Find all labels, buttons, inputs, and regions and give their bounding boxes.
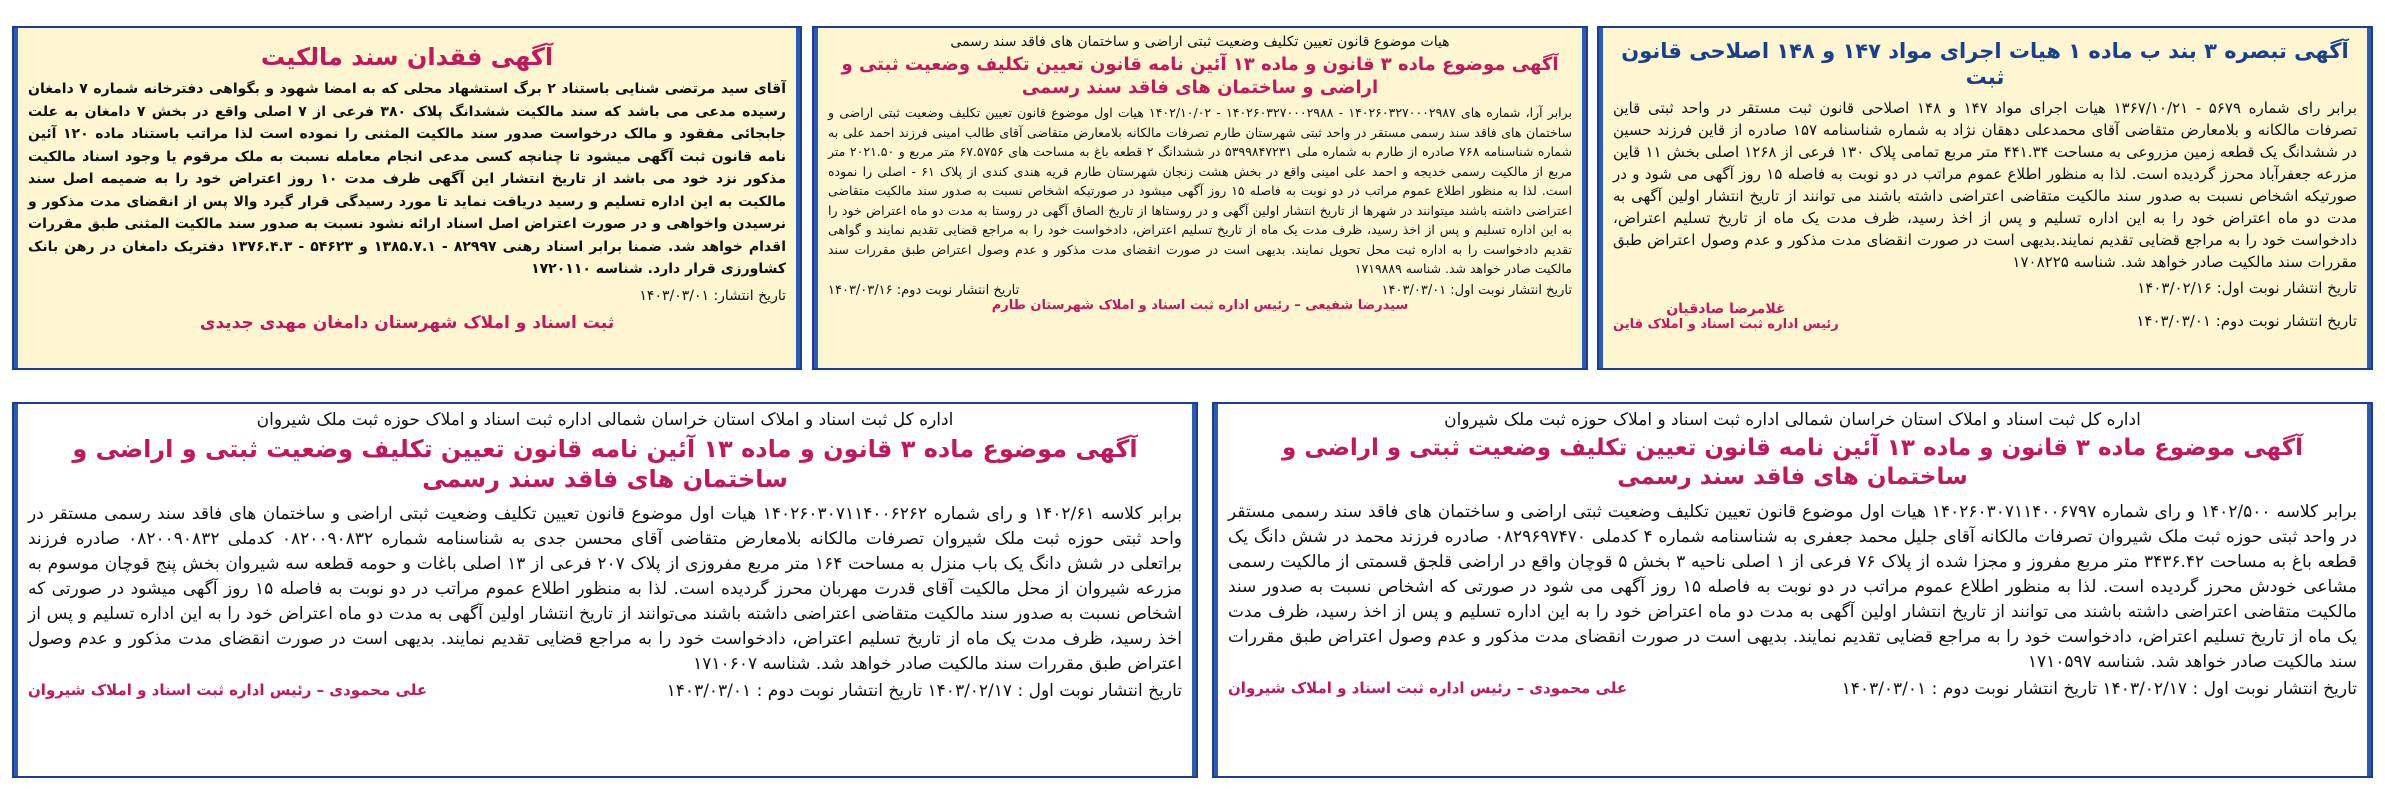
notice-accent-bar [2367,28,2373,368]
signer: علی محمودی – رئیس اداره ثبت اسناد و املاک شیروان [1228,678,1628,697]
notice-header: هیات موضوع قانون تعیین تکلیف وضعیت ثبتی اراضی و ساختمان های فاقد سند رسمی [950,34,1450,50]
publish-date-second: تاریخ انتشار نوبت دوم: ۱۴۰۳/۰۳/۱۶ [828,282,1020,298]
notice-title: آگهی موضوع ماده ۳ قانون و ماده ۱۳ آئین نامه قانون تعیین تکلیف وضعیت ثبتی و اراضی و ساختمان های فاقد سند رسمی [841,54,1559,98]
notice-header: اداره کل ثبت اسناد و املاک استان خراسان شمالی اداره ثبت اسناد و املاک حوزه ثبت ملک شیروان [1444,410,2141,430]
notice-accent-bar [1597,28,1603,368]
notice-lost-deed-damghan [12,26,802,370]
notice-accent-bar [812,28,818,368]
notice-body: برابر آرا، شماره های ۱۴۰۲۶۰۳۲۷۰۰۰۲۹۸۷ - ۱۴۰۲۶۰۳۲۷۰۰۰۲۹۸۸ - ۱۴۰۲/۱۰/۰۲ هیات اول موضوع قانون تعیین تکلیف وضعیت ثبتی اراضی و ساختمان های فاقد سند رسمی مستقر در واحد ثبتی شهرستان طارم تصرفات مالکانه بلامعارض متقاضی آقای طالب امینی فرزند احمد علی به شماره شناسنامه ۷۶۸ صادره از طارم به شماره ملی ۵۳۹۹۸۴۷۲۳۱ در ششدانگ ۲ قطعه باغ به مساحت های ۶۷.۵۷۵۶ متر مربع و ۲۰۲۱.۵۰ متر مربع از مالکیت رسمی خدیجه و احمد علی امینی واقع در بخش هشت زنجان شهرستان طارم قریه هندی کندی از پلاک ۶۱ - اصلی را نموده است. لذا به منظور اطلاع عموم مراتب در دو نوبت به فاصله ۱۵ روز آگهی میشود در صورتیکه اشخاص نسبت به صدور سند مالکیت متقاضی اعتراضی داشته باشند میتوانند در شهرها از تاریخ انتشار اولین آگهی و در روستاها از تاریخ الصاق آگهی در روستا به مدت دو ماه اعتراض خود را به این اداره تسلیم و پس از اخذ رسید، ظرف مدت یک ماه از تاریخ تسلیم اعتراض، دادخواست خود را به مراجع قضایی تقدیم نمایند و گواهی تقدیم دادخواست را به اداره ثبت محل تحویل نمایند. بدیهی است در صورت انقضای مدت مذکور و عدم وصول اعتراض طبق مقررات سند مالکیت صادر خواهد شد. شناسه ۱۷۱۹۸۸۹ [828,105,1573,276]
notice-title: آگهی موضوع ماده ۳ قانون و ماده ۱۳ آئین نامه قانون تعیین تکلیف وضعیت ثبتی و اراضی و ساختمان های فاقد سند رسمی [1282,435,2303,490]
signer-title: رئیس اداره ثبت اسناد و املاک قاین [1613,316,1839,332]
notice-body: برابر رای شماره ۵۶۷۹ - ۱۳۶۷/۱۰/۲۱ هیات اجرای مواد ۱۴۷ و ۱۴۸ اصلاحی قانون ثبت مستقر در واحد ثبتی قاین تصرفات مالکانه و بلامعارض متقاضی آقای محمدعلی دهقان نژاد به شماره شناسنامه ۱۵۷ صادره از قاین فرزند حسین در ششدانگ یک قطعه زمین مزروعی به مساحت ۴۴۱.۳۴ متر مربع تمامی پلاک ۱۳۰ فرعی از ۱۲۶۸ اصلی بخش ۱۱ قاین مزرعه جعفرآباد محرز گردیده است. لذا به منظور اطلاع عموم مراتب در دو نوبت به فاصله ۱۵ روز آگهی می شود و در صورتیکه اشخاص نسبت به صدور سند مالکیت متقاضی اعتراضی داشته باشند می توانند از تاریخ انتشار اولین آگهی به مدت دو ماه اعتراض خود را به این اداره تسلیم و پس از اخذ رسید، ظرف مدت یک ماه از تاریخ تسلیم اعتراض، دادخواست خود را به مراجع قضایی تقدیم نمایند.بدیهی است در صورت انقضای مدت مذکور و عدم وصول اعتراض طبق مقررات سند مالکیت صادر خواهد شد. شناسه ۱۷۰۸۲۲۵ [1613,98,2358,271]
signer: علی محمودی – رئیس اداره ثبت اسناد و املاک شیروان [28,681,428,699]
notice-land-title-tarom [812,26,1588,370]
notice-header: اداره کل ثبت اسناد و املاک استان خراسان شمالی اداره ثبت اسناد و املاک حوزه ثبت ملک شیروان [256,410,954,430]
notice-land-title-shirvan-jafari [1212,402,2373,778]
publish-date-first: تاریخ انتشار نوبت اول: ۱۴۰۳/۰۳/۰۱ [1381,282,1572,298]
notice-accent-bar [1212,404,1218,776]
notice-accent-bar [12,404,18,776]
notice-accent-bar [1192,404,1198,776]
signer-name: غلامرضا صادقیان [1666,300,1786,317]
notice-title: آگهی موضوع ماده ۳ قانون و ماده ۱۳ آئین نامه قانون تعیین تکلیف وضعیت ثبتی و اراضی و ساختمان های فاقد سند رسمی [72,435,1138,493]
notice-accent-bar [1582,28,1588,368]
notice-body: برابر کلاسه ۱۴۰۲/۶۱ و رای شماره ۱۴۰۲۶۰۳۰۷۱۱۴۰۰۶۲۶۲ هیات اول موضوع قانون تعیین تکلیف وضعیت ثبتی اراضی و ساختمان های فاقد سند رسمی مستقر در واحد ثبتی حوزه ثبت ملک شیروان تصرفات مالکانه بلامعارض متقاضی آقای محسن جدی به شناسنامه شماره ۰۸۲۰۰۹۰۸۳۲ کدملی ۰۸۲۰۰۹۰۸۳۲ صادره فرزند براتعلی در شش دانگ یک باب منزل به مساحت ۱۶۴ متر مربع مفروزی از پلاک ۲۰۷ فرعی از ۱۳ اصلی باغات و حومه قطعه سه شیروان بخش پنج قوچان موسوم به مزرعه شیروان از محل مالکیت آقای قدرت مهربان محرز گردیده است. لذا به منظور اطلاع عموم مراتب در دو نوبت به فاصله ۱۵ روز آگهی میشود در صورتی که اشخاص نسبت به صدور سند مالکیت متقاضی اعتراضی داشته باشند می‌توانند از تاریخ انتشار اولین آگهی به مدت دو ماه اعتراض خود را به این اداره تسلیم و پس از اخذ رسید، ظرف مدت یک ماه از تاریخ تسلیم اعتراض، دادخواست خود را به مراجع قضایی تقدیم نمایند. بدیهی است در صورت انقضای مدت مذکور و عدم وصول اعتراض طبق مقررات سند مالکیت صادر خواهد شد. شناسه ۱۷۱۰۶۰۷ [28,504,1183,674]
notice-land-title-shirvan-jeddi [12,402,1198,778]
publish-dates: تاریخ انتشار نوبت اول : ۱۴۰۳/۰۲/۱۷ تاریخ انتشار نوبت دوم : ۱۴۰۳/۰۳/۰۱ [666,681,1182,701]
signer: ثبت اسناد و املاک شهرستان دامغان مهدی جدیدی [199,312,615,333]
publish-date-first: تاریخ انتشار نوبت اول: ۱۴۰۳/۰۲/۱۶ [2137,278,2357,297]
publish-date: تاریخ انتشار: ۱۴۰۳/۰۳/۰۱ [639,287,786,304]
notice-accent-bar [796,28,802,368]
notice-title: آگهی فقدان سند مالکیت [260,43,554,71]
notice-accent-bar [2367,404,2373,776]
publish-dates: تاریخ انتشار نوبت اول : ۱۴۰۳/۰۲/۱۷ تاریخ انتشار نوبت دوم : ۱۴۰۳/۰۳/۰۱ [1841,678,2357,699]
notice-body: آقای سید مرتضی شنایی باستناد ۲ برگ استشهاد محلی که به امضا شهود و بگواهی دفترخانه شماره ۷ دامغان رسیده مدعی می باشد که سند مالکیت ششدانگ پلاک ۳۸۰ فرعی از ۷ اصلی واقع در بخش ۷ دامغان به علت جابجائی مفقود و مالک درخواست صدور سند مالکیت المثنی را نموده است لذا مراتب باستناد ماده ۱۲۰ آئین نامه قانون ثبت آگهی میشود تا چنانچه کسی مدعی انجام معامله نسبت به ملک مرقوم یا وجود اسناد مالکیت مذکور نزد خود می باشد از تاریخ انتشار این آگهی ظرف مدت ۱۰ روز اعتراض خود را به ضمیمه اصل سند مالکیت به این اداره تسلیم و رسید دریافت نماید تا مورد رسیدگی قرار گیرد والا پس از انقضای مدت مذکور و نرسیدن واخواهی و در صورت اعتراض اصل اسناد ارائه نشود نسبت به صدور سند مالکیت المثنی طبق مقررات اقدام خواهد شد. ضمنا برابر اسناد رهنی ۸۲۹۹۷ - ۱۳۸۵.۷.۱ و ۵۴۶۲۳ - ۱۳۷۶.۴.۳ دفتریک دامغان در رهن بانک کشاورزی قرار دارد. شناسه ۱۷۲۰۱۱۰ [28,81,787,277]
notice-accent-bar [12,28,18,368]
signer: سیدرضا شفیعی – رئیس اداره ثبت اسناد و املاک شهرستان طارم [991,297,1409,313]
publish-date-second: تاریخ انتشار نوبت دوم: ۱۴۰۳/۰۳/۰۱ [2136,311,2357,330]
notice-registration-law-article-147 [1597,26,2373,370]
notice-title: آگهی تبصره ۳ بند ب ماده ۱ هیات اجرای مواد ۱۴۷ و ۱۴۸ اصلاحی قانون ثبت [1621,39,2349,90]
notice-body: برابر کلاسه ۱۴۰۲/۵۰۰ و رای شماره ۱۴۰۲۶۰۳۰۷۱۱۴۰۰۶۷۹۷ هیات اول موضوع قانون تعیین تکلیف وضعیت ثبتی اراضی و ساختمان های فاقد سند رسمی مستقر در واحد ثبتی حوزه ثبت ملک شیروان تصرفات مالکانه آقای جلیل محمد جعفری به شناسنامه شماره ۴ کدملی ۰۸۲۹۶۹۷۴۷۰ صادره فرزند محمد در شش دانگ یک قطعه باغ به مساحت ۳۴۳۶.۴۲ متر مربع مفروز و مجزا شده از پلاک ۷۶ فرعی از ۱ اصلی ناحیه ۳ بخش ۵ قوچان واقع در اراضی قلجق قسمتی از مالکیت رسمی مشاعی خودش محرز گردیده است. لذا به منظور اطلاع عموم مراتب در دو نوبت به فاصله ۱۵ روز آگهی می شود در صورتی که اشخاص نسبت به صدور سند مالکیت متقاضی اعتراضی داشته باشند می توانند از تاریخ انتشار اولین آگهی به مدت دو ماه اعتراض خود را به این اداره تسلیم و پس از اخذ رسید، ظرف مدت یک ماه از تاریخ تسلیم اعتراض، دادخواست خود را به مراجع قضایی تقدیم نمایند. بدیهی است در صورت انقضای مدت مذکور و عدم وصول اعتراض طبق مقررات سند مالکیت صادر خواهد شد. شناسه ۱۷۱۰۵۹۷ [1228,501,2358,672]
